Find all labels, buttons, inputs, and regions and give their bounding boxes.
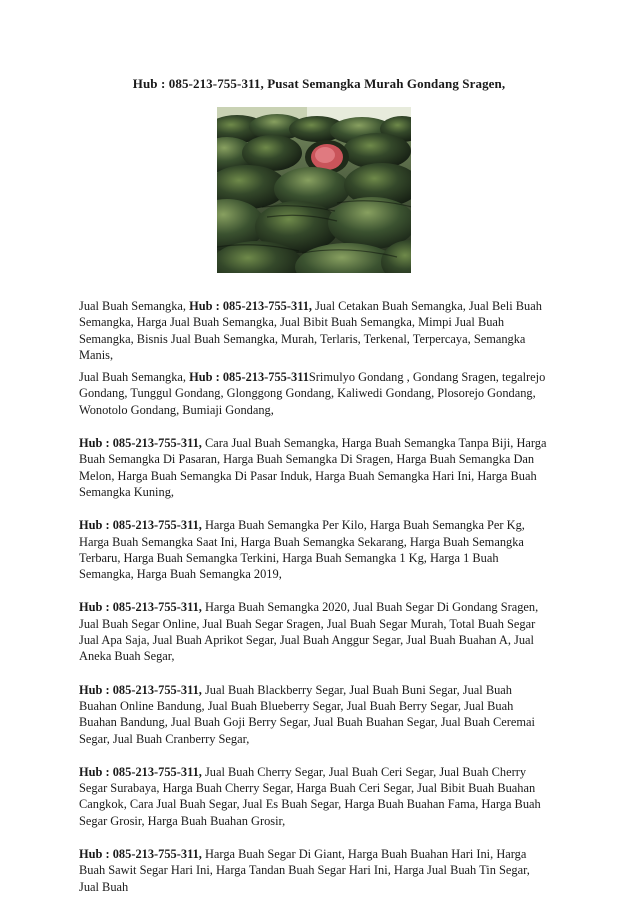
phone-number: Hub : 085-213-755-311,: [79, 518, 202, 533]
phone-number: Hub : 085-213-755-311,: [79, 682, 202, 697]
phone-number: Hub : 085-213-755-311,: [79, 764, 202, 779]
paragraph: Hub : 085-213-755-311, Harga Buah Semangka 2020, Jual Buah Segar Di Gondang Sragen, Jual Buah Segar Online, Jual Buah Segar Sragen, Jual Buah Segar Murah, Total Buah Segar Jual Apa Saja, Jual Buah Aprikot Segar, Jual Buah Anggur Segar, Jual Buah Buahan A, Jual Aneka Buah Segar,: [79, 600, 539, 664]
document-body: [79, 298, 549, 906]
phone-number: Hub : 085-213-755-311,: [79, 600, 202, 615]
paragraph: Hub : 085-213-755-311, Jual Buah Blackberry Segar, Jual Buah Buni Segar, Jual Buah Buahan Online Bandung, Jual Buah Blueberry Segar, Jual Buah Berry Segar, Jual Buah Buahan Bandung, Jual Buah Goji Berry Segar, Jual Buah Buahan Segar, Jual Buah Ceremai Segar, Jual Buah Cranberry Segar,: [79, 682, 535, 746]
document-title: Hub : 085-213-755-311, Pusat Semangka Murah Gondang Sragen,: [132, 76, 506, 91]
paragraph: Jual Buah Semangka, Hub : 085-213-755-311, Jual Cetakan Buah Semangka, Jual Beli Buah Semangka, Harga Jual Buah Semangka, Jual Bibit Buah Semangka, Mimpi Jual Buah Semangka, Bisnis Jual Buah Semangka, Murah, Terlaris, Terkenal, Terpercaya, Semangka Manis,: [79, 299, 542, 362]
phone-number: Hub : 085-213-755-311,: [79, 436, 202, 451]
watermelon-photo: [217, 107, 411, 273]
phone-number: Hub : 085-213-755-311,: [189, 299, 313, 313]
paragraph: Hub : 085-213-755-311, Jual Buah Cherry Segar, Jual Buah Ceri Segar, Jual Buah Cherry Segar Surabaya, Harga Buah Cherry Segar, Harga Buah Ceri Segar, Jual Bibit Buah Buahan Cangkok, Cara Jual Buah Segar, Jual Es Buah Segar, Harga Buah Buahan Fama, Harga Buah Segar Grosir, Harga Buah Buahan Grosir,: [79, 764, 541, 828]
paragraph: Hub : 085-213-755-311, Cara Jual Buah Semangka, Harga Buah Semangka Tanpa Biji, Harga Buah Semangka Di Pasaran, Harga Buah Semangka Di Sragen, Harga Buah Semangka Dan Melon, Harga Buah Semangka Di Pasar Induk, Harga Buah Semangka Hari Ini, Harga Buah Semangka Kuning,: [79, 436, 547, 499]
paragraph: Jual Buah Semangka, Hub : 085-213-755-311Srimulyo Gondang , Gondang Sragen, tegalrejo Gondang, Tunggul Gondang, Glonggong Gondang, Kaliwedi Gondang, Plosorejo Gondang, Wonotolo Gondang, Bumiaji Gondang,: [79, 370, 546, 417]
paragraph: Hub : 085-213-755-311, Harga Buah Segar Di Giant, Harga Buah Buahan Hari Ini, Harga Buah Sawit Segar Hari Ini, Harga Tandan Buah Segar Hari Ini, Harga Jual Buah Tin Segar, Jual Buah: [79, 847, 530, 894]
paragraph: Hub : 085-213-755-311, Harga Buah Semangka Per Kilo, Harga Buah Semangka Per Kg, Harga Buah Semangka Saat Ini, Harga Buah Semangka Sekarang, Harga Buah Semangka Terbaru, Harga Buah Semangka Terkini, Harga Buah Semangka 1 Kg, Harga 1 Buah Semangka, Harga Buah Semangka 2019,: [79, 518, 525, 582]
phone-number: Hub : 085-213-755-311: [189, 370, 309, 385]
phone-number: Hub : 085-213-755-311,: [79, 847, 202, 862]
